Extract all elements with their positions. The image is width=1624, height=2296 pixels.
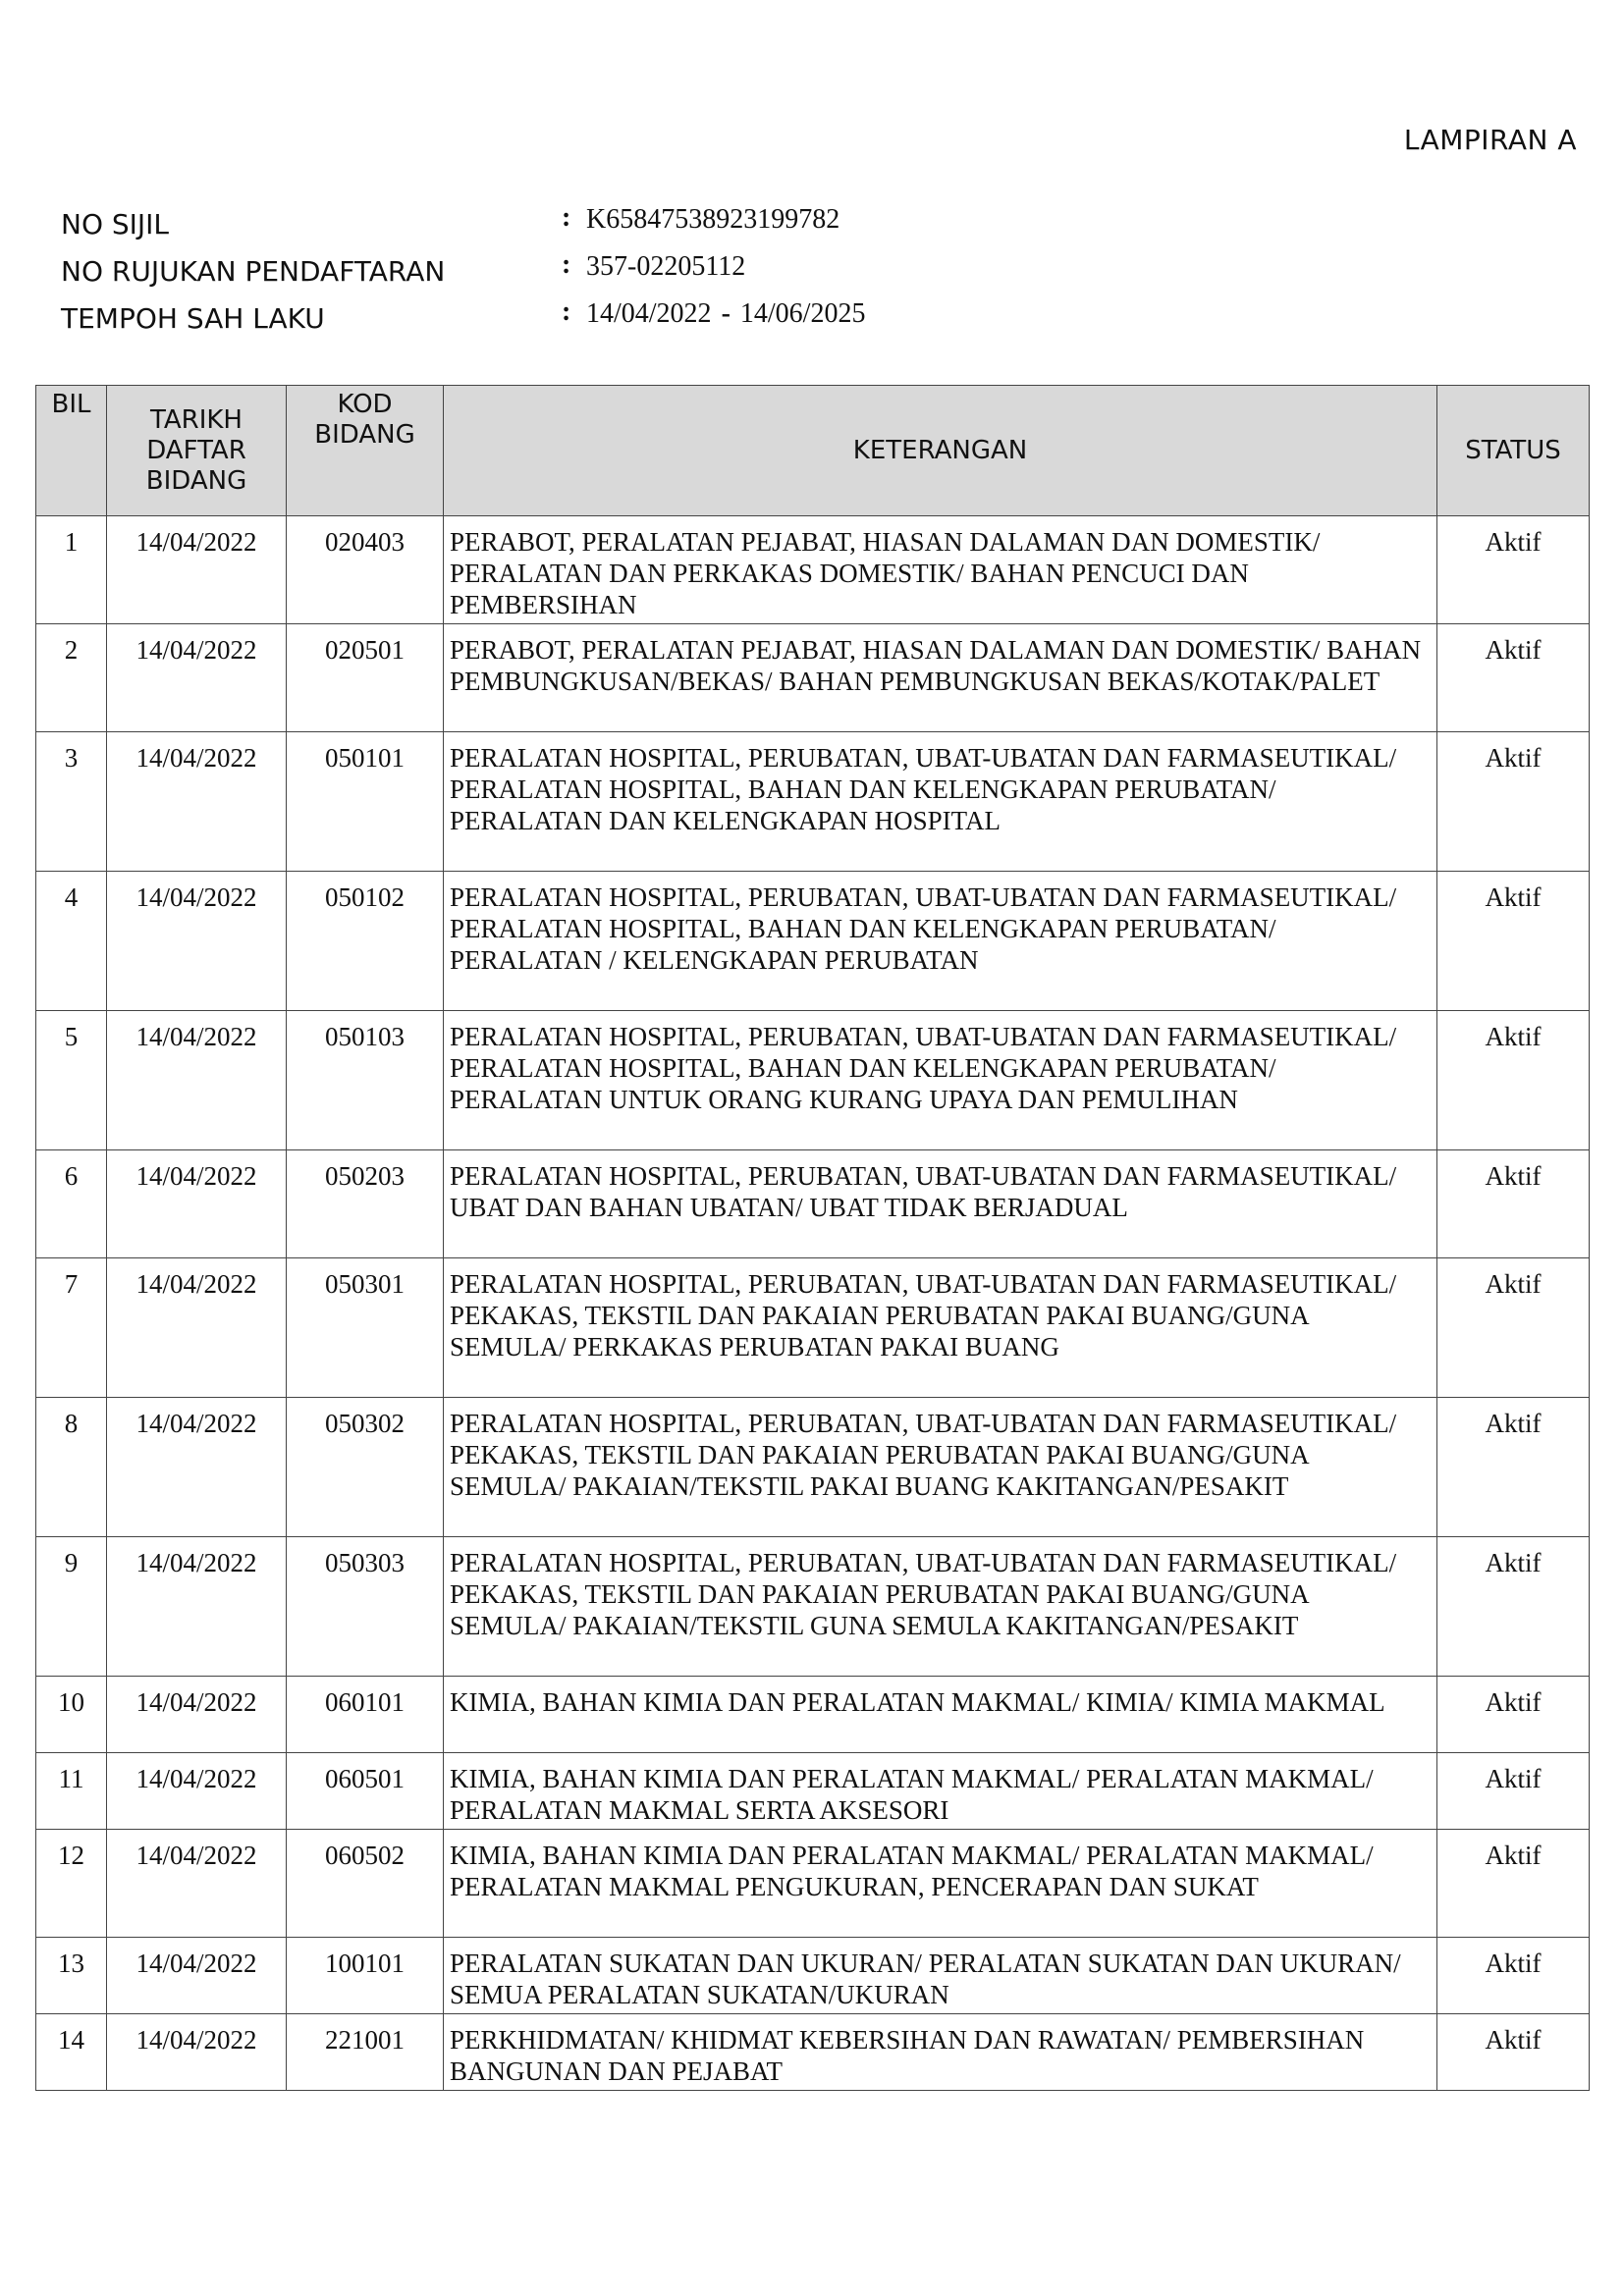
header-kod: KOD BIDANG	[287, 386, 444, 516]
row-number: 12	[36, 1830, 107, 1938]
registered-fields-table	[35, 385, 1590, 2091]
row-date: 14/04/2022	[107, 1938, 287, 2014]
row-number: 14	[36, 2014, 107, 2091]
row-field-code: 050303	[287, 1537, 444, 1677]
row-status: Aktif	[1437, 1150, 1590, 1258]
row-number: 2	[36, 624, 107, 732]
row-description: PERALATAN HOSPITAL, PERUBATAN, UBAT-UBATAN DAN FARMASEUTIKAL/ PEKAKAS, TEKSTIL DAN PAKAIAN PERUBATAN PAKAI BUANG/GUNA SEMULA/ PAKAIAN/TEKSTIL PAKAI BUANG KAKITANGAN/PESAKIT	[444, 1398, 1437, 1537]
row-status: Aktif	[1437, 1258, 1590, 1398]
info-label: NO RUJUKAN PENDAFTARAN	[61, 255, 446, 288]
row-status: Aktif	[1437, 516, 1590, 624]
row-field-code: 050101	[287, 732, 444, 872]
table-row	[36, 1938, 1590, 2014]
row-status: Aktif	[1437, 1537, 1590, 1677]
row-description: KIMIA, BAHAN KIMIA DAN PERALATAN MAKMAL/ PERALATAN MAKMAL/ PERALATAN MAKMAL SERTA AKSESORI	[444, 1753, 1437, 1830]
row-status: Aktif	[1437, 872, 1590, 1011]
row-number: 10	[36, 1677, 107, 1753]
row-description: PERALATAN HOSPITAL, PERUBATAN, UBAT-UBATAN DAN FARMASEUTIKAL/ UBAT DAN BAHAN UBATAN/ UBAT TIDAK BERJADUAL	[444, 1150, 1437, 1258]
row-number: 11	[36, 1753, 107, 1830]
row-description: KIMIA, BAHAN KIMIA DAN PERALATAN MAKMAL/ PERALATAN MAKMAL/ PERALATAN MAKMAL PENGUKURAN, PENCERAPAN DAN SUKAT	[444, 1830, 1437, 1938]
table-row	[36, 732, 1590, 872]
table-row	[36, 1258, 1590, 1398]
table-header-row	[36, 386, 1590, 516]
row-date: 14/04/2022	[107, 1011, 287, 1150]
row-date: 14/04/2022	[107, 732, 287, 872]
row-description: PERALATAN HOSPITAL, PERUBATAN, UBAT-UBATAN DAN FARMASEUTIKAL/ PEKAKAS, TEKSTIL DAN PAKAIAN PERUBATAN PAKAI BUANG/GUNA SEMULA/ PAKAIAN/TEKSTIL GUNA SEMULA KAKITANGAN/PESAKIT	[444, 1537, 1437, 1677]
table-row	[36, 516, 1590, 624]
validity-start-date: 14/04/2022	[586, 298, 712, 329]
row-date: 14/04/2022	[107, 1398, 287, 1537]
row-date: 14/04/2022	[107, 516, 287, 624]
row-field-code: 050302	[287, 1398, 444, 1537]
table-row	[36, 1830, 1590, 1938]
validity-period-value	[586, 298, 865, 330]
row-field-code: 060501	[287, 1753, 444, 1830]
header-tarikh: TARIKH DAFTAR BIDANG	[107, 386, 287, 516]
table-row	[36, 624, 1590, 732]
row-number: 9	[36, 1537, 107, 1677]
row-status: Aktif	[1437, 1398, 1590, 1537]
header-bil: BIL	[36, 386, 107, 516]
table-row	[36, 2014, 1590, 2091]
table-row	[36, 1150, 1590, 1258]
registration-reference-value: 357-02205112	[586, 251, 746, 282]
info-colon: :	[562, 249, 571, 280]
row-field-code: 060502	[287, 1830, 444, 1938]
row-field-code: 050203	[287, 1150, 444, 1258]
row-number: 13	[36, 1938, 107, 2014]
row-date: 14/04/2022	[107, 2014, 287, 2091]
table-row	[36, 1753, 1590, 1830]
validity-separator: -	[721, 298, 731, 329]
info-label: NO SIJIL	[61, 208, 170, 240]
row-description: KIMIA, BAHAN KIMIA DAN PERALATAN MAKMAL/ KIMIA/ KIMIA MAKMAL	[444, 1677, 1437, 1753]
table-row	[36, 872, 1590, 1011]
row-field-code: 050102	[287, 872, 444, 1011]
row-number: 6	[36, 1150, 107, 1258]
row-field-code: 050103	[287, 1011, 444, 1150]
row-status: Aktif	[1437, 1677, 1590, 1753]
row-date: 14/04/2022	[107, 1150, 287, 1258]
row-date: 14/04/2022	[107, 1537, 287, 1677]
row-field-code: 020403	[287, 516, 444, 624]
table-row	[36, 1398, 1590, 1537]
row-date: 14/04/2022	[107, 872, 287, 1011]
row-field-code: 060101	[287, 1677, 444, 1753]
row-description: PERABOT, PERALATAN PEJABAT, HIASAN DALAMAN DAN DOMESTIK/ BAHAN PEMBUNGKUSAN/BEKAS/ BAHAN PEMBUNGKUSAN BEKAS/KOTAK/PALET	[444, 624, 1437, 732]
row-description: PERALATAN HOSPITAL, PERUBATAN, UBAT-UBATAN DAN FARMASEUTIKAL/ PERALATAN HOSPITAL, BAHAN DAN KELENGKAPAN PERUBATAN/ PERALATAN DAN KELENGKAPAN HOSPITAL	[444, 732, 1437, 872]
row-date: 14/04/2022	[107, 1258, 287, 1398]
row-date: 14/04/2022	[107, 624, 287, 732]
row-field-code: 221001	[287, 2014, 444, 2091]
row-status: Aktif	[1437, 732, 1590, 872]
row-field-code: 020501	[287, 624, 444, 732]
row-status: Aktif	[1437, 624, 1590, 732]
row-status: Aktif	[1437, 1938, 1590, 2014]
row-status: Aktif	[1437, 1830, 1590, 1938]
table-row	[36, 1537, 1590, 1677]
row-description: PERKHIDMATAN/ KHIDMAT KEBERSIHAN DAN RAWATAN/ PEMBERSIHAN BANGUNAN DAN PEJABAT	[444, 2014, 1437, 2091]
row-field-code: 100101	[287, 1938, 444, 2014]
row-number: 1	[36, 516, 107, 624]
info-colon: :	[562, 202, 571, 233]
header-status: STATUS	[1437, 386, 1590, 516]
row-status: Aktif	[1437, 1011, 1590, 1150]
row-description: PERALATAN HOSPITAL, PERUBATAN, UBAT-UBATAN DAN FARMASEUTIKAL/ PEKAKAS, TEKSTIL DAN PAKAIAN PERUBATAN PAKAI BUANG/GUNA SEMULA/ PERKAKAS PERUBATAN PAKAI BUANG	[444, 1258, 1437, 1398]
header-keterangan: KETERANGAN	[444, 386, 1437, 516]
row-description: PERABOT, PERALATAN PEJABAT, HIASAN DALAMAN DAN DOMESTIK/ PERALATAN DAN PERKAKAS DOMESTIK/ BAHAN PENCUCI DAN PEMBERSIHAN	[444, 516, 1437, 624]
row-number: 3	[36, 732, 107, 872]
row-field-code: 050301	[287, 1258, 444, 1398]
row-description: PERALATAN HOSPITAL, PERUBATAN, UBAT-UBATAN DAN FARMASEUTIKAL/ PERALATAN HOSPITAL, BAHAN DAN KELENGKAPAN PERUBATAN/ PERALATAN / KELENGKAPAN PERUBATAN	[444, 872, 1437, 1011]
table-row	[36, 1677, 1590, 1753]
appendix-label: LAMPIRAN A	[1403, 124, 1577, 156]
row-description: PERALATAN SUKATAN DAN UKURAN/ PERALATAN SUKATAN DAN UKURAN/ SEMUA PERALATAN SUKATAN/UKURAN	[444, 1938, 1437, 2014]
row-date: 14/04/2022	[107, 1753, 287, 1830]
row-status: Aktif	[1437, 1753, 1590, 1830]
row-status: Aktif	[1437, 2014, 1590, 2091]
row-date: 14/04/2022	[107, 1830, 287, 1938]
validity-end-date: 14/06/2025	[739, 298, 866, 329]
table-row	[36, 1011, 1590, 1150]
certificate-number-value: K65847538923199782	[586, 204, 840, 235]
info-label: TEMPOH SAH LAKU	[61, 302, 325, 335]
row-description: PERALATAN HOSPITAL, PERUBATAN, UBAT-UBATAN DAN FARMASEUTIKAL/ PERALATAN HOSPITAL, BAHAN DAN KELENGKAPAN PERUBATAN/ PERALATAN UNTUK ORANG KURANG UPAYA DAN PEMULIHAN	[444, 1011, 1437, 1150]
row-number: 5	[36, 1011, 107, 1150]
info-colon: :	[562, 296, 571, 327]
row-date: 14/04/2022	[107, 1677, 287, 1753]
row-number: 8	[36, 1398, 107, 1537]
row-number: 4	[36, 872, 107, 1011]
row-number: 7	[36, 1258, 107, 1398]
